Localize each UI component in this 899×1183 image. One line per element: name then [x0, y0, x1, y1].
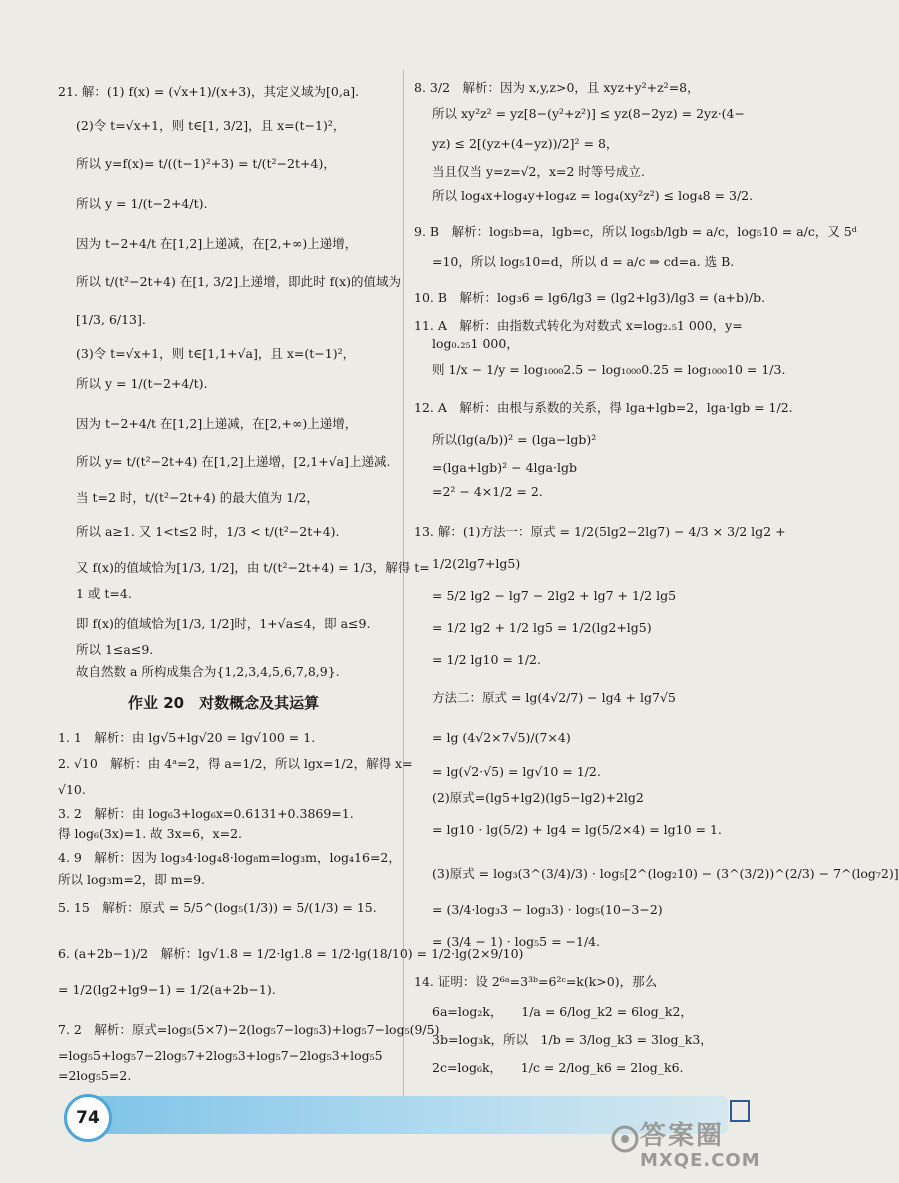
text-line: 所以 xy²z² = yz[8−(y²+z²)] ≤ yz(8−2yz) = 2yz·(4−: [432, 106, 745, 121]
text-line: 12. A 解析：由根与系数的关系，得 lga+lgb=2，lga·lgb = 1/2.: [414, 400, 793, 415]
corner-mark: [730, 1100, 750, 1122]
text-line: 得 log₆(3x)=1. 故 3x=6，x=2.: [58, 826, 242, 841]
text-line: 8. 3/2 解析：因为 x,y,z>0，且 xyz+y²+z²=8，: [414, 80, 700, 95]
text-line: =(lga+lgb)² − 4lga·lgb: [432, 460, 577, 475]
text-line: = 1/2 lg2 + 1/2 lg5 = 1/2(lg2+lg5): [432, 620, 652, 635]
text-line: 故自然数 a 所构成集合为{1,2,3,4,5,6,7,8,9}.: [76, 664, 340, 679]
text-line: = lg (4√2×7√5)/(7×4): [432, 730, 571, 745]
text-line: = lg10 · lg(5/2) + lg4 = lg(5/2×4) = lg10 = 1.: [432, 822, 722, 837]
text-line: 所以 y = 1/(t−2+4/t).: [76, 376, 208, 391]
text-line: 13. 解：(1)方法一：原式 = 1/2(5lg2−2lg7) − 4/3 × 3/2 lg2 +: [414, 524, 786, 539]
text-line: 所以(lg(a/b))² = (lga−lgb)²: [432, 432, 597, 447]
text-line: 1. 1 解析：由 lg√5+lg√20 = lg√100 = 1.: [58, 730, 316, 745]
watermark-logo-icon: [610, 1124, 640, 1154]
text-line: =2log₅5=2.: [58, 1068, 132, 1083]
text-line: 又 f(x)的值域恰为[1/3, 1/2]，由 t/(t²−2t+4) = 1/3，解得 t=: [76, 560, 430, 575]
text-line: 4. 9 解析：因为 log₃4·log₄8·log₈m=log₃m，log₄16=2，: [58, 850, 401, 865]
text-line: 14. 证明：设 2⁶ᵃ=3³ᵇ=6²ᶜ=k(k>0)，那么: [414, 974, 658, 989]
text-line: 方法二：原式 = lg(4√2/7) − lg4 + lg7√5: [432, 690, 676, 705]
section-title: 作业 20 对数概念及其运算: [128, 694, 320, 712]
text-line: = (3/4 − 1) · log₅5 = −1/4.: [432, 934, 601, 949]
text-line: 9. B 解析：log₅b=a，lgb=c，所以 log₅b/lgb = a/c，log₅10 = a/c，又 5ᵈ: [414, 224, 857, 239]
text-line: 因为 t−2+4/t 在[1,2]上递减，在[2,+∞)上递增，: [76, 236, 358, 251]
text-line: (2)令 t=√x+1，则 t∈[1, 3/2]，且 x=(t−1)²，: [76, 118, 346, 133]
text-line: 当且仅当 y=z=√2，x=2 时等号成立.: [432, 164, 645, 179]
text-line: = 1/2 lg10 = 1/2.: [432, 652, 541, 667]
text-line: 1 或 t=4.: [76, 586, 132, 601]
text-line: 则 1/x − 1/y = log₁₀₀₀2.5 − log₁₀₀₀0.25 = log₁₀₀₀10 = 1/3.: [432, 362, 786, 377]
text-line: 即 f(x)的值域恰为[1/3, 1/2]时，1+√a≤4，即 a≤9.: [76, 616, 371, 631]
text-line: = 5/2 lg2 − lg7 − 2lg2 + lg7 + 1/2 lg5: [432, 588, 677, 603]
text-line: 10. B 解析：log₃6 = lg6/lg3 = (lg2+lg3)/lg3 = (a+b)/b.: [414, 290, 766, 305]
text-line: 1/2(2lg7+lg5): [432, 556, 521, 571]
text-line: 因为 t−2+4/t 在[1,2]上递减，在[2,+∞)上递增，: [76, 416, 358, 431]
watermark: 答案圈: [640, 1121, 725, 1151]
text-line: 所以 1≤a≤9.: [76, 642, 154, 657]
text-line: =10，所以 log₅10=d，所以 d = a/c ⇒ cd=a. 选 B.: [432, 254, 735, 269]
text-line: = (3/4·log₃3 − log₃3) · log₅(10−3−2): [432, 902, 663, 917]
text-line: 21. 解：(1) f(x) = (√x+1)/(x+3)，其定义域为[0,a].: [58, 84, 360, 99]
text-line: 所以 log₄x+log₄y+log₄z = log₄(xy²z²) ≤ log₄8 = 3/2.: [432, 188, 754, 203]
text-line: 2. √10 解析：由 4ᵃ=2，得 a=1/2，所以 lgx=1/2，解得 x=: [58, 756, 413, 771]
text-line: [1/3, 6/13].: [76, 312, 146, 327]
text-line: 5. 15 解析：原式 = 5/5^(log₅(1/3)) = 5/(1/3) = 15.: [58, 900, 377, 915]
text-line: log₀.₂₅1 000，: [432, 336, 519, 351]
text-line: 所以 y = 1/(t−2+4/t).: [76, 196, 208, 211]
text-line: = 1/2(lg2+lg9−1) = 1/2(a+2b−1).: [58, 982, 276, 997]
text-line: 11. A 解析：由指数式转化为对数式 x=log₂.₅1 000，y=: [414, 318, 743, 333]
text-line: = lg(√2·√5) = lg√10 = 1/2.: [432, 764, 601, 779]
watermark-url: MXQE.COM: [640, 1150, 761, 1171]
text-line: (3)令 t=√x+1，则 t∈[1,1+√a]，且 x=(t−1)²，: [76, 346, 356, 361]
text-line: 7. 2 解析：原式=log₅(5×7)−2(log₅7−log₅3)+log₅7−log₅(9/5): [58, 1022, 440, 1037]
text-line: =log₅5+log₅7−2log₅7+2log₅3+log₅7−2log₅3+log₅5: [58, 1048, 383, 1063]
text-line: 所以 log₃m=2，即 m=9.: [58, 872, 206, 887]
text-line: √10.: [58, 782, 86, 797]
text-line: 6a=log₂k， 1/a = 6/log_k2 = 6log_k2，: [432, 1004, 693, 1019]
text-line: (3)原式 = log₃(3^(3/4)/3) · log₅[2^(log₂10) − (3^(3/2))^(2/3) − 7^(log₇2)]: [432, 866, 899, 881]
text-line: 3b=log₃k，所以 1/b = 3/log_k3 = 3log_k3，: [432, 1032, 713, 1047]
text-line: 所以 t/(t²−2t+4) 在[1, 3/2]上递增，即此时 f(x)的值域为: [76, 274, 402, 289]
text-line: 3. 2 解析：由 log₆3+log₆x=0.6131+0.3869=1.: [58, 806, 354, 821]
text-line: 所以 y=f(x)= t/((t−1)²+3) = t/(t²−2t+4)，: [76, 156, 336, 171]
text-line: 所以 y= t/(t²−2t+4) 在[1,2]上递增，[2,1+√a]上递减.: [76, 454, 391, 469]
text-line: yz) ≤ 2[(yz+(4−yz))/2]² = 8，: [432, 136, 619, 151]
text-line: 6. (a+2b−1)/2 解析：lg√1.8 = 1/2·lg1.8 = 1/2·lg(18/10) = 1/2·lg(2×9/10): [58, 946, 524, 961]
text-line: 当 t=2 时，t/(t²−2t+4) 的最大值为 1/2，: [76, 490, 319, 505]
text-line: =2² − 4×1/2 = 2.: [432, 484, 543, 499]
page-number: 74: [64, 1094, 112, 1142]
text-line: (2)原式=(lg5+lg2)(lg5−lg2)+2lg2: [432, 790, 644, 805]
text-line: 2c=log₆k， 1/c = 2/log_k6 = 2log_k6.: [432, 1060, 684, 1075]
text-line: 所以 a≥1. 又 1<t≤2 时，1/3 < t/(t²−2t+4).: [76, 524, 340, 539]
